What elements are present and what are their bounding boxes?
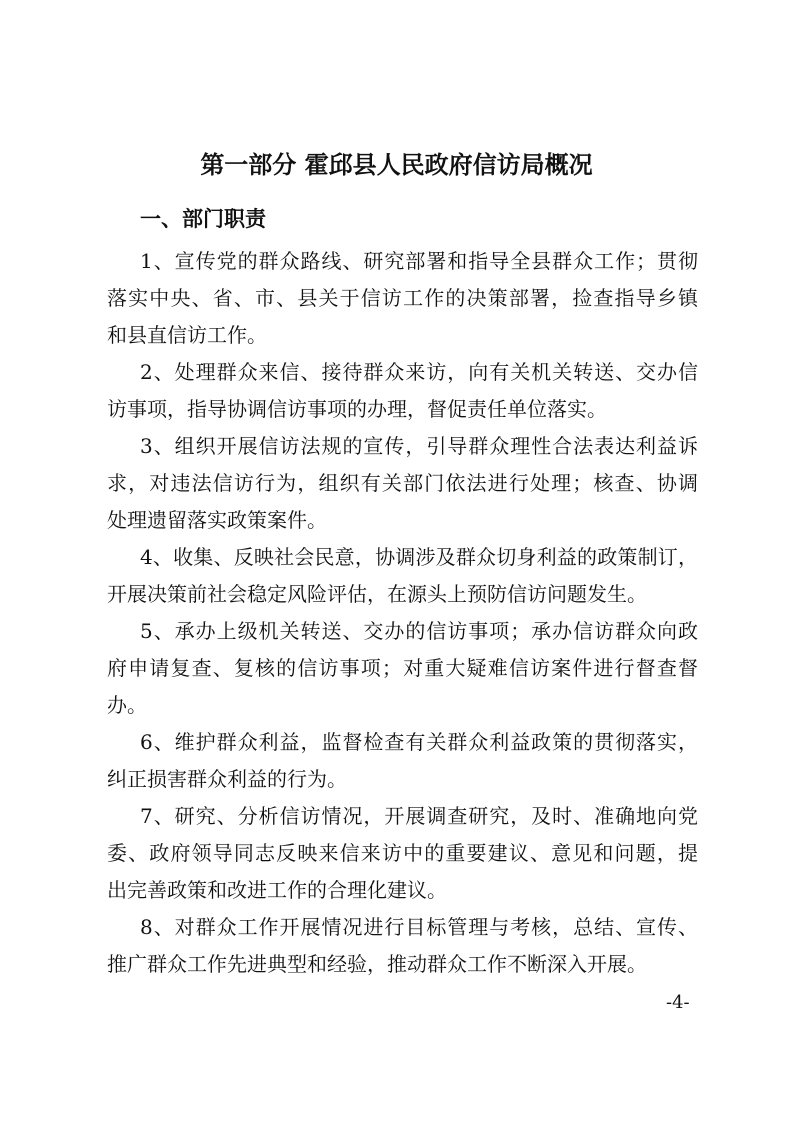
paragraph-line: 3、组织开展信访法规的宣传，引导群众理性合法表达利益诉 [140,434,698,458]
paragraph-line: 2、处理群众来信、接待群众来访，向有关机关转送、交办信 [140,360,698,384]
list-item [107,354,698,428]
paragraph-line: 1、宣传党的群众路线、研究部署和指导全县群众工作；贯彻 [140,249,698,273]
list-item [107,798,698,909]
list-item [107,539,698,613]
paragraph-line: 纠正损害群众利益的行为。 [107,767,347,791]
paragraph-line: 7、研究、分析信访情况，开展调查研究，及时、准确地向党 [140,804,698,828]
paragraph-line: 办。 [107,693,147,717]
list-item [107,613,698,724]
paragraph-line: 推广群众工作先进典型和经验，推动群众工作不断深入开展。 [107,952,647,976]
paragraph-line: 开展决策前社会稳定风险评估，在源头上预防信访问题发生。 [107,582,647,606]
paragraph-line: 府申请复查、复核的信访事项；对重大疑难信访案件进行督查督 [107,656,698,680]
paragraph-line: 处理遗留落实政策案件。 [107,508,327,532]
paragraph-line: 8、对群众工作开展情况进行目标管理与考核，总结、宣传、 [140,915,698,939]
duties-list [107,243,698,983]
paragraph-line: 4、收集、反映社会民意，协调涉及群众切身利益的政策制订， [140,545,698,569]
page-title: 第一部分 霍邱县人民政府信访局概况 [200,151,593,179]
list-item [107,428,698,539]
list-item [107,724,698,798]
list-item [107,243,698,354]
paragraph-line: 5、承办上级机关转送、交办的信访事项；承办信访群众向政 [140,619,698,643]
list-item [107,909,698,983]
paragraph-line: 落实中央、省、市、县关于信访工作的决策部署，捡查指导乡镇 [107,286,698,310]
paragraph-line: 和县直信访工作。 [107,323,267,347]
page-number: -4- [666,992,690,1013]
section-heading: 一、部门职责 [140,207,266,231]
paragraph-line: 访事项，指导协调信访事项的办理，督促责任单位落实。 [107,397,607,421]
paragraph-line: 求，对违法信访行为，组织有关部门依法进行处理；核查、协调 [107,471,698,495]
paragraph-line: 出完善政策和改进工作的合理化建议。 [107,878,447,902]
paragraph-line: 委、政府领导同志反映来信来访中的重要建议、意见和问题，提 [107,841,698,865]
paragraph-line: 6、维护群众利益，监督检查有关群众利益政策的贯彻落实， [140,730,698,754]
